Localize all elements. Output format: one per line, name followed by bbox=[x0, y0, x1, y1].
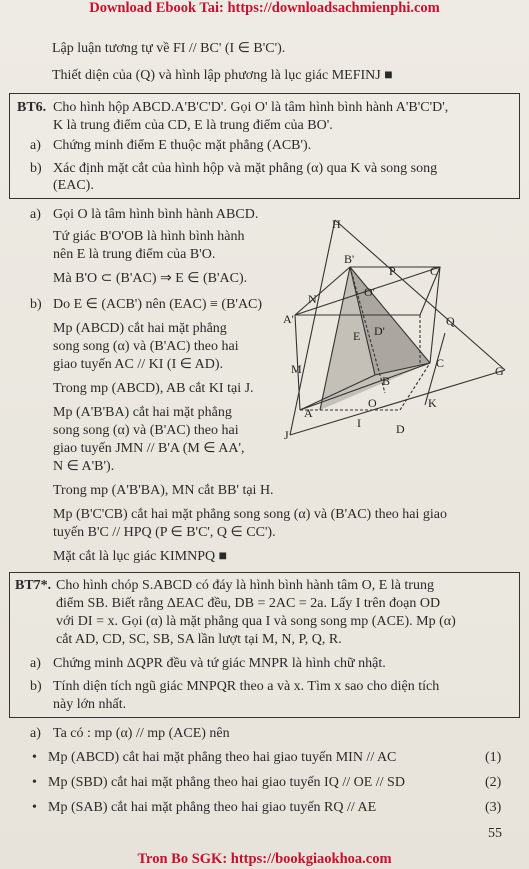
bt7-b-text-2: này lớn nhất. bbox=[53, 697, 127, 712]
sol6-b13: Mặt cắt là lục giác KIMNPQ ■ bbox=[53, 549, 228, 564]
page-number: 55 bbox=[488, 826, 502, 841]
bt7-line-2: điểm SB. Biết rằng ΔEAC đều, DB = 2AC = 2a. Lấy I trên đoạn OD bbox=[56, 596, 441, 611]
label-o: O bbox=[368, 396, 377, 410]
label-o-prime: O' bbox=[364, 285, 375, 299]
label-g: G bbox=[495, 364, 504, 378]
label-c: C bbox=[436, 356, 445, 370]
bt6-line-1: Cho hình hộp ABCD.A'B'C'D'. Gọi O' là tâm hình bình hành A'B'C'D', bbox=[53, 100, 449, 115]
label-k: K bbox=[428, 396, 437, 410]
label-q: Q bbox=[446, 314, 455, 328]
sol6-b2: Mp (ABCD) cắt hai mặt phẳng bbox=[53, 321, 227, 336]
label-n: N bbox=[308, 292, 317, 306]
sol7-item-3-num: (3) bbox=[485, 800, 502, 815]
label-h: H bbox=[332, 217, 341, 231]
bt7-line-3: với DI = x. Gọi (α) là mặt phẳng qua I và song song mp (ACE). Mp (α) bbox=[56, 614, 456, 629]
bullet-icon: • bbox=[32, 775, 37, 790]
sol6-a1: Gọi O là tâm hình bình hành ABCD. bbox=[53, 207, 259, 222]
sol7-item-1-num: (1) bbox=[485, 750, 502, 765]
sol6-b12: tuyến B'C // HPQ (P ∈ B'C', Q ∈ CC'). bbox=[53, 525, 276, 540]
sol6-a4: Mà B'O ⊂ (B'AC) ⇒ E ∈ (B'AC). bbox=[53, 271, 248, 286]
sol7-a-text: Ta có : mp (α) // mp (ACE) nên bbox=[53, 726, 230, 741]
sol6-b5: Trong mp (ABCD), AB cắt KI tại J. bbox=[53, 381, 254, 396]
label-a-prime: A' bbox=[283, 312, 294, 326]
sol6-b1: Do E ∈ (ACB') nên (EAC) ≡ (B'AC) bbox=[53, 297, 263, 312]
sol6-b-label: b) bbox=[30, 297, 42, 312]
sol6-b9: N ∈ A'B'). bbox=[53, 459, 115, 474]
bt7-a-text: Chứng minh ΔQPR đều và tứ giác MNPR là hình chữ nhật. bbox=[53, 656, 386, 671]
sol6-a-label: a) bbox=[30, 207, 41, 222]
label-e: E bbox=[353, 329, 361, 343]
geometry-figure bbox=[270, 215, 520, 445]
bt7-line-4: cắt AD, CD, SC, SB, SA lần lượt tại M, N, P, Q, R. bbox=[56, 632, 342, 647]
sol7-item-3: Mp (SAB) cắt hai mặt phẳng theo hai giao tuyến RQ // AE bbox=[48, 800, 377, 815]
header-link[interactable]: Download Ebook Tai: https://downloadsachmienphi.com bbox=[89, 0, 440, 16]
label-m: M bbox=[291, 362, 302, 376]
footer-link[interactable]: Tron Bo SGK: https://bookgiaokhoa.com bbox=[137, 851, 392, 867]
label-c-prime: C' bbox=[430, 264, 441, 278]
label-p: P bbox=[389, 264, 396, 278]
label-b: B bbox=[382, 374, 391, 388]
label-d-prime: D' bbox=[374, 324, 385, 338]
bt6-a-label: a) bbox=[30, 138, 41, 153]
label-b-prime: B' bbox=[344, 252, 355, 266]
top-line-1: Lập luận tương tự về FI // BC' (I ∈ B'C'). bbox=[52, 41, 286, 56]
bt7-line-1: Cho hình chóp S.ABCD có đáy là hình bình hành tâm O, E là trung bbox=[56, 578, 434, 593]
bt6-b-text-1: Xác định mặt cắt của hình hộp và mặt phẳng (α) qua K và song song bbox=[53, 161, 438, 176]
bt7-label: BT7*. bbox=[15, 578, 52, 593]
label-i: I bbox=[357, 416, 361, 430]
bt6-line-2: K là trung điểm của CD, E là trung điểm của BO'. bbox=[53, 118, 333, 133]
sol6-a2: Tứ giác B'O'OB là hình bình hành bbox=[53, 229, 245, 244]
sol6-a3: nên E là trung điểm của B'O. bbox=[53, 247, 216, 262]
bt6-a-text: Chứng minh điểm E thuộc mặt phẳng (ACB'). bbox=[53, 138, 312, 153]
bt7-a-label: a) bbox=[30, 656, 41, 671]
sol6-b10: Trong mp (A'B'BA), MN cắt BB' tại H. bbox=[53, 483, 274, 498]
sol6-b4: giao tuyến AC // KI (I ∈ AD). bbox=[53, 357, 224, 372]
bt6-label: BT6. bbox=[17, 100, 47, 115]
label-j: J bbox=[284, 428, 289, 442]
sol6-b7: song song (α) và (B'AC) theo hai bbox=[53, 423, 239, 438]
top-line-2: Thiết diện của (Q) và hình lập phương là lục giác MEFINJ ■ bbox=[52, 68, 393, 83]
bt6-b-text-2: (EAC). bbox=[53, 178, 94, 193]
sol6-b11: Mp (B'C'CB) cắt hai mặt phẳng song song (α) và (B'AC) theo hai giao bbox=[53, 507, 448, 522]
sol7-item-2: Mp (SBD) cắt hai mặt phẳng theo hai giao tuyến IQ // OE // SD bbox=[48, 775, 405, 790]
label-a: A bbox=[304, 406, 313, 420]
sol7-item-1: Mp (ABCD) cắt hai mặt phẳng theo hai giao tuyến MIN // AC bbox=[48, 750, 397, 765]
sol6-b6: Mp (A'B'BA) cắt hai mặt phẳng bbox=[53, 405, 232, 420]
edge-cc bbox=[430, 267, 440, 363]
bt7-b-text-1: Tính diện tích ngũ giác MNPQR theo a và x. Tìm x sao cho diện tích bbox=[53, 679, 440, 694]
sol7-a-label: a) bbox=[30, 726, 41, 741]
sol6-b3: song song (α) và (B'AC) theo hai bbox=[53, 339, 239, 354]
bt6-b-label: b) bbox=[30, 161, 42, 176]
sol6-b8: giao tuyến JMN // B'A (M ∈ AA', bbox=[53, 441, 245, 456]
bullet-icon: • bbox=[32, 800, 37, 815]
bt7-b-label: b) bbox=[30, 679, 42, 694]
bullet-icon: • bbox=[32, 750, 37, 765]
sol7-item-2-num: (2) bbox=[485, 775, 502, 790]
label-d: D bbox=[396, 422, 405, 436]
